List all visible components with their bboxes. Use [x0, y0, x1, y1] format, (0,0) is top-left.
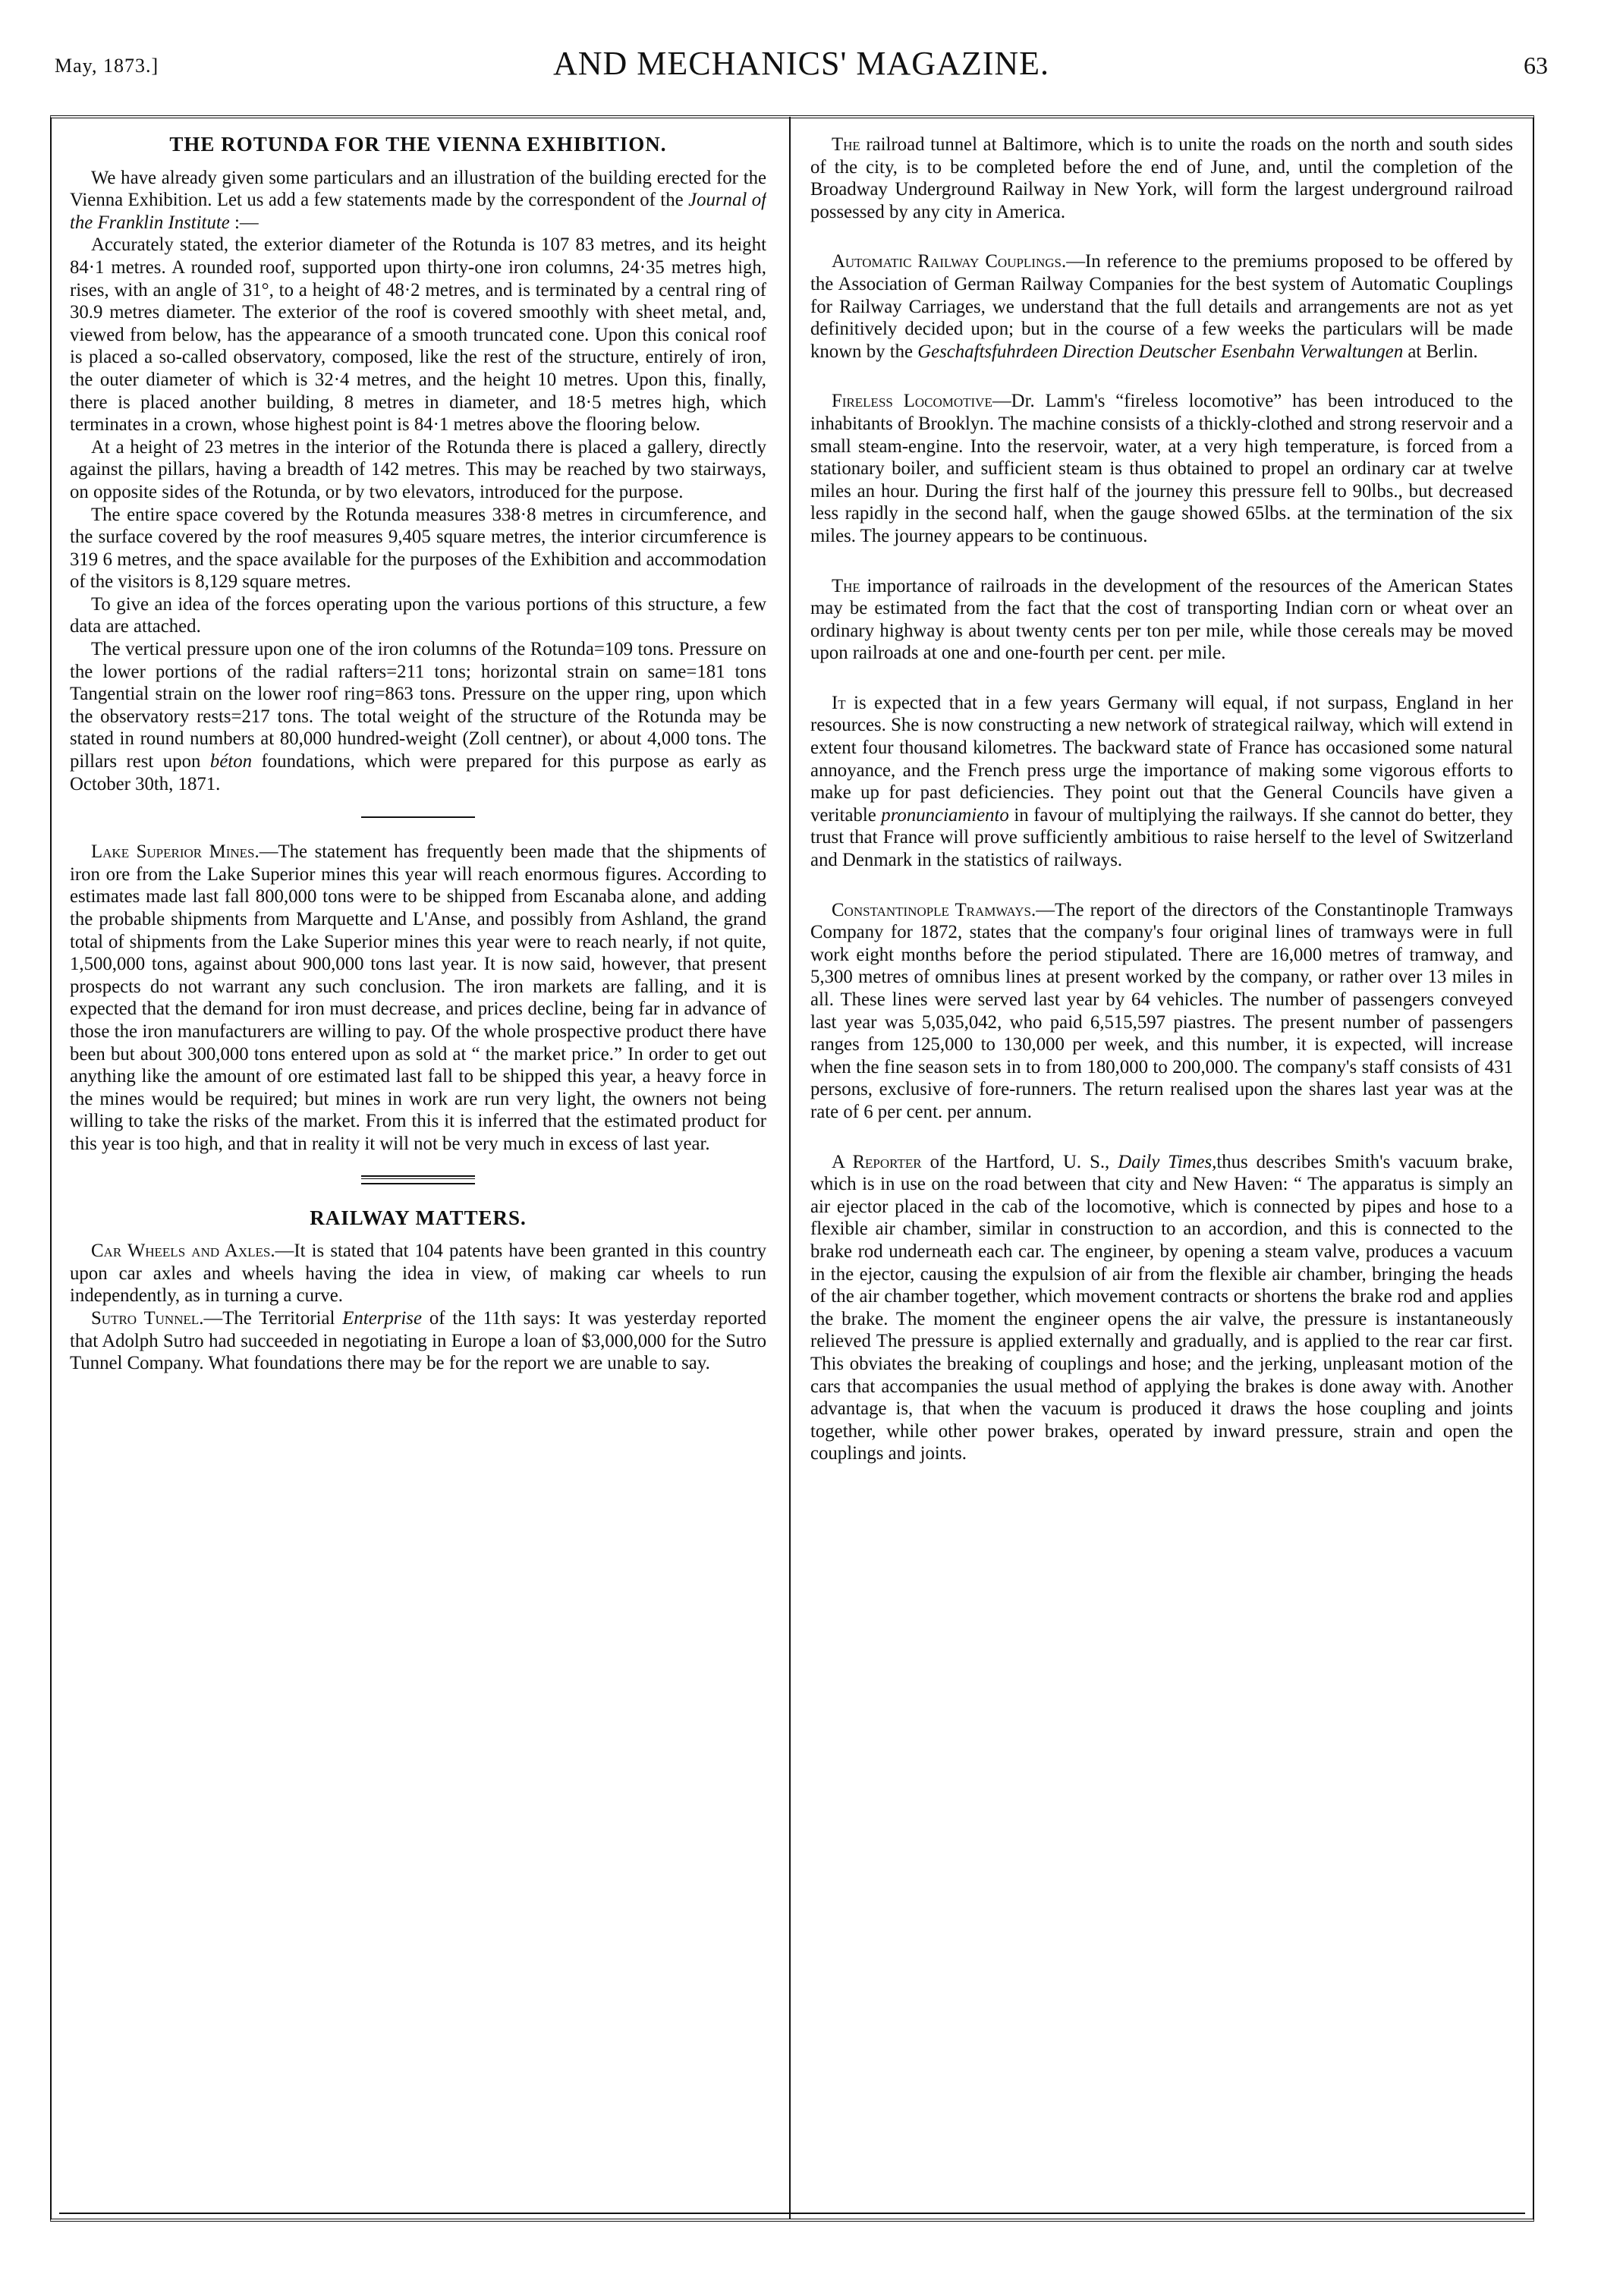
- section-rule: [361, 816, 475, 818]
- left-column: [70, 134, 766, 2205]
- paragraph: The importance of railroads in the development of the resources of the American States may be estimated from the fact that the cost of transporting Indian corn or wheat over an ordinary highway is about twenty cents per ton per mile, while those cereals may be moved upon railroads at one and one-fourth per cent. per mile.: [810, 575, 1513, 664]
- right-column: [810, 134, 1513, 2205]
- article-lead: Automatic Railway Couplings.: [832, 251, 1067, 272]
- paragraph-gap: [810, 363, 1513, 390]
- article-lead: A Reporter: [832, 1151, 922, 1172]
- issue-date: May, 1873.]: [55, 55, 159, 77]
- paragraph: To give an idea of the forces operating upon the various portions of this structure, a few data are attached.: [70, 593, 766, 637]
- article-lead: Constantinople Tramways.: [832, 899, 1036, 920]
- paragraph-gap: [810, 548, 1513, 575]
- paragraph: At a height of 23 metres in the interior of the Rotunda there is placed a gallery, directly against the pillars, having a breadth of 142 metres. This may be reached by two stairways, on opposite sides of the Rotunda, or by two elevators, introduced for the purpose.: [70, 436, 766, 502]
- paragraph: Accurately stated, the exterior diameter of the Rotunda is 107 83 metres, and its height 84·1 metres. A rounded roof, supported upon thirty-one iron columns, 24·35 metres high, rises, with an angle of 31°, to a height of 48·2 metres, and is terminated by a central ring of 30.9 metres diameter. The exterior of the roof is covered smoothly with sheet metal, and, viewed from below, has the appearance of a smooth truncated cone. Upon this conical roof is placed a so-called observatory, composed, like the rest of the structure, entirely of iron, the outer diameter of which is 32·4 metres, and the height 10 metres. Upon this, finally, there is placed another building, 8 metres in diameter, and 18·5 metres high, which terminates in a crown, whose highest point is 84·1 metres above the flooring below.: [70, 234, 766, 436]
- article-lead: The: [832, 575, 860, 596]
- paragraph-gap: [810, 665, 1513, 692]
- page-number: 63: [1524, 52, 1548, 79]
- article-title: THE ROTUNDA FOR THE VIENNA EXHIBITION.: [169, 134, 667, 156]
- article-lead: Car Wheels and Axles.: [91, 1241, 275, 1262]
- running-title: AND MECHANICS' MAGAZINE.: [552, 45, 1050, 82]
- article-lake-superior: [70, 841, 766, 1155]
- paragraph: Sutro Tunnel.—The Territorial Enterprise of the 11th says: It was yesterday reported that Adolph Sutro had succeeded in negotiating in Europe a loan of $3,000,000 for the Sutro Tunnel Company. What foundations there may be for the report we are unable to say.: [70, 1307, 766, 1374]
- paragraph: Lake Superior Mines.—The statement has frequently been made that the shipments of iron ore from the Lake Superior mines this year will reach enormous figures. According to estimates made last fall 800,000 tons were to be shipped from Escanaba alone, and adding the probable shipments from Marquette and L'Anse, and possibly from Ashland, the grand total of shipments from the Lake Superior mines this year were to reach nearly, if not quite, 1,500,000 tons, against about 900,000 tons last year. It is now said, however, that present prospects do not warrant any such conclusion. The iron markets are falling, and it is expected that the demand for iron must decrease, and prices decline, being far in advance of those the iron manufacturers are willing to pay. Of the whole prospective product there have been but about 300,000 tons entered upon as sold at “ the market price.” In order to get out anything like the amount of ore estimated last fall to be shipped this year, a heavy force in the mines would be required; but mines in work are run very light, the owners not being willing to take the risks of the market. From this it is inferred that the estimated product for this year is too high, and that in reality it will not be very much in excess of last year.: [70, 841, 766, 1154]
- page-header: [55, 44, 1548, 90]
- paragraph: Constantinople Tramways.—The report of the directors of the Constantinople Tramways Company for 1872, states that the company's four original lines of tramways were in full work eight months before the period stipulated. There are 16,000 metres of tramway, and 5,300 metres of omnibus lines at present worked by the company, or rather over 13 miles in all. These lines were served last year by 64 vehicles. The number of passengers conveyed last year was 5,035,042, who paid 6,515,597 piastres. The present number of passengers ranges from 125,000 to 130,000 per week, and this number, it is expected, will increase when the fine season sets in to from 180,000 to 200,000. The company's staff consists of 431 persons, exclusive of fore-runners. The return realised upon the shares last year was at the rate of 6 per cent. per annum.: [810, 899, 1513, 1122]
- paragraph-gap: [810, 1124, 1513, 1151]
- paragraph: The railroad tunnel at Baltimore, which is to unite the roads on the north and south sides of the city, is to be completed before the end of June, and, until the completion of the Broadway Underground Railway in New York, will form the largest underground railroad possessed by any city in America.: [810, 134, 1513, 222]
- paragraph: Automatic Railway Couplings.—In reference to the premiums proposed to be offered by the Association of German Railway Companies for the best system of Automatic Couplings for Railway Carriages, we understand that the full details and arrangements are not as yet definitively decided upon; but in the course of a few weeks the particulars will be made known by the Geschaftsfuhrdeen Direction Deutscher Esenbahn Verwaltungen at Berlin.: [810, 251, 1513, 362]
- column-divider: [789, 117, 791, 2219]
- paragraph: It is expected that in a few years Germany will equal, if not surpass, England in her resources. She is now constructing a new network of strategical railway, which will extend in extent four thousand kilometres. The backward state of France has occasioned some natural annoyance, and the French press urge the importance of making some vigorous efforts to make up for past deficiencies. They point out that the General Councils have given a veritable pronunciamiento in favour of multiplying the railways. If she cannot do better, they trust that France will prove sufficiently ambitious to raise herself to the level of Switzerland and Denmark in the statistics of railways.: [810, 692, 1513, 871]
- article-lead: Lake Superior Mines.: [91, 841, 259, 863]
- paragraph-gap: [810, 872, 1513, 899]
- paragraph: The vertical pressure upon one of the iron columns of the Rotunda=109 tons. Pressure on the lower portions of the radial rafters=211 tons; horizontal strain on same=181 tons Tangential strain on the lower roof ring=863 tons. Pressure on the upper ring, upon which the observatory rests=217 tons. The total weight of the structure of the Rotunda may be stated in round numbers at 80,000 hundred-weight (Zoll centner), or about 4,000 tons. The pillars rest upon béton foundations, which were prepared for this purpose as early as October 30th, 1871.: [70, 639, 766, 794]
- article-lead: The: [832, 134, 860, 155]
- paragraph: Car Wheels and Axles.—It is stated that 104 patents have been granted in this country upon car axles and wheels having the idea in view, of making car wheels to run independently, as in turning a curve.: [70, 1241, 766, 1307]
- paragraph: The entire space covered by the Rotunda measures 338·8 metres in circumference, and the surface covered by the roof measures 9,405 square metres, the interior circumference is 319 6 metres, and the space available for the purposes of the Exhibition and accommodation of the visitors is 8,129 square metres.: [70, 504, 766, 593]
- article-rotunda: [70, 134, 766, 795]
- railway-matters: [70, 1207, 766, 1375]
- paragraph: We have already given some particulars and an illustration of the building erected for the Vienna Exhibition. Let us add a few statements made by the correspondent of the Journal of the Franklin Institute :—: [70, 167, 766, 233]
- paragraph: Fireless Locomotive—Dr. Lamm's “fireless locomotive” has been introduced to the inhabitants of Brooklyn. The machine consists of a thickly-clothed and strong reservoir and a small steam-engine. Into the reservoir, water, at a very high temperature, is forced from a stationary boiler, and sufficient steam is thus obtained to propel an ordinary car at twelve miles an hour. During the first half of the journey this pressure fell to 90lbs., but decreased less rapidly in the second half, when the gauge showed 65lbs. at the termination of the six miles. The journey appears to be continuous.: [810, 391, 1513, 546]
- section-title: RAILWAY MATTERS.: [310, 1206, 527, 1229]
- article-lead: Sutro Tunnel.: [91, 1307, 204, 1329]
- article-lead: Fireless Locomotive: [832, 391, 992, 412]
- article-lead: It: [832, 692, 846, 713]
- paragraph-gap: [810, 223, 1513, 250]
- section-rule: [361, 1175, 475, 1184]
- paragraph: A Reporter of the Hartford, U. S., Daily Times,thus describes Smith's vacuum brake, which is in use on the road between that city and New Haven: “ The apparatus is simply an air ejector placed in the cab of the locomotive, which is connected by pipes and hose to a flexible air chamber, similar in construction to an accordion, and this is connected to the brake rod underneath each car. The engineer, by opening a steam valve, produces a vacuum in the ejector, causing the expulsion of air from the flexible air chamber, bringing the heads of the air chamber together, which movement contracts or shortens the brake rod and applies the brake. The moment the engineer opens the air valve, the pressure is instantaneously relieved The pressure is applied externally and gradually, and is applied to the rear car first. This obviates the breaking of couplings and hose; and the jerking, unpleasant motion of the cars that accompanies the usual method of applying the brakes is done away with. Another advantage is, that when the vacuum is produced it draws the hose coupling and joints together, while other power brakes, operated by inward pressure, strain and open the couplings and joints.: [810, 1151, 1513, 1464]
